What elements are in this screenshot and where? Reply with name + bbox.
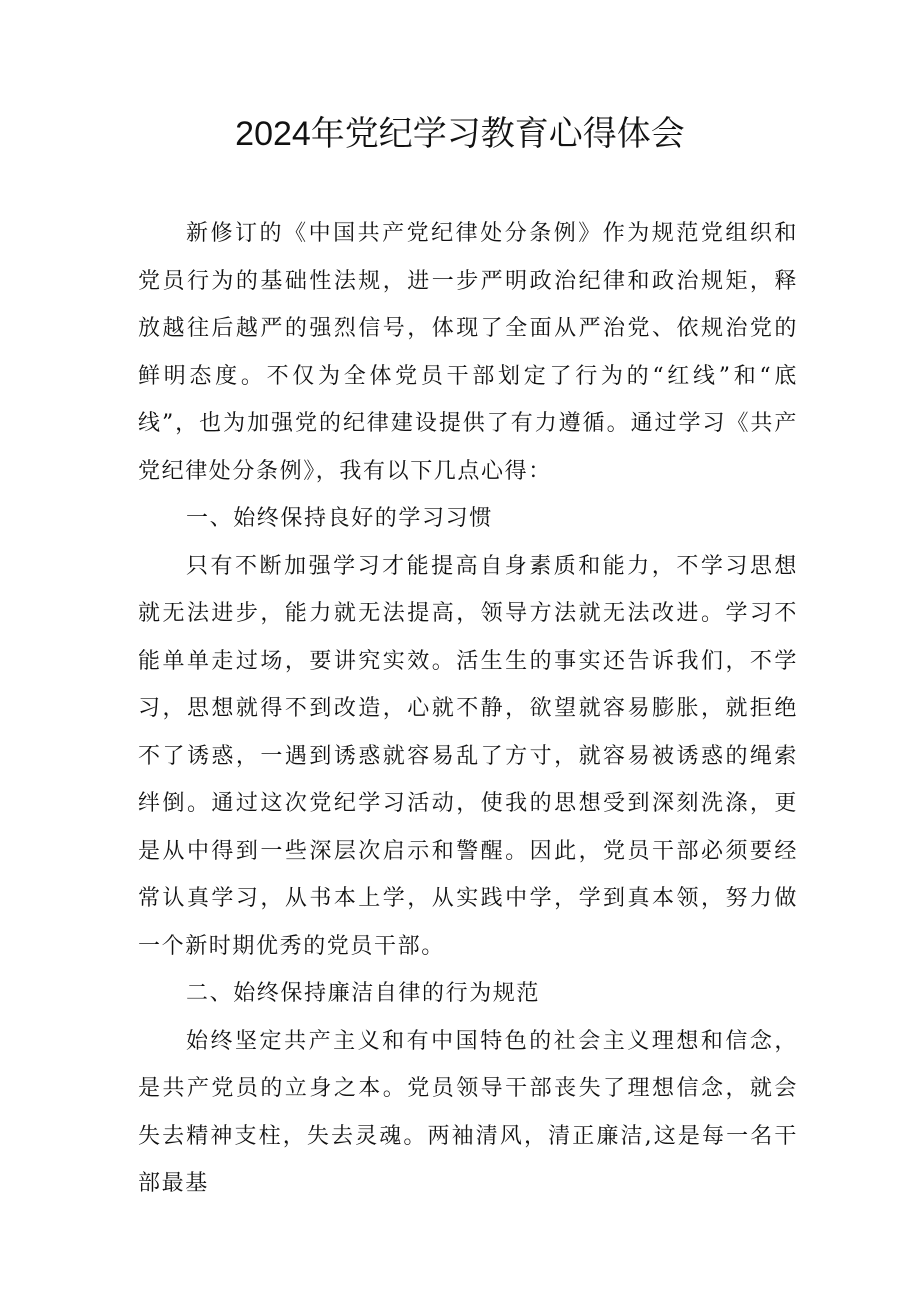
section-1-paragraph: 只有不断加强学习才能提高自身素质和能力，不学习思想就无法进步，能力就无法提高，领导方法就无法改进。学习不能单单走过场，要讲究实效。活生生的事实还告诉我们，不学习，思想就得不到改造，心就不静，欲望就容易膨胀，就拒绝不了诱惑，一遇到诱惑就容易乱了方寸，就容易被诱惑的绳索绊倒。通过这次党纪学习活动，使我的思想受到深刻洗涤，更是从中得到一些深层次启示和警醒。因此，党员干部必须要经常认真学习，从书本上学，从实践中学，学到真本领，努力做一个新时期优秀的党员干部。 <box>138 553 798 959</box>
section-heading-1: 一、始终保持良好的学习习惯 <box>186 506 493 531</box>
document-title: 2024年党纪学习教育心得体会 <box>235 115 685 153</box>
section-2-paragraph: 始终坚定共产主义和有中国特色的社会主义理想和信念，是共产党员的立身之本。党员领导干部丧失了理想信念，就会失去精神支柱，失去灵魂。两袖清风，清正廉洁,这是每一名干部最基 <box>138 1028 798 1196</box>
section-heading-2: 二、始终保持廉洁自律的行为规范 <box>186 981 541 1006</box>
document-body <box>138 210 798 1208</box>
intro-paragraph: 新修订的《中国共产党纪律处分条例》作为规范党组织和党员行为的基础性法规，进一步严明政治纪律和政治规矩，释放越往后越严的强烈信号，体现了全面从严治党、依规治党的鲜明态度。不仅为全体党员干部划定了行为的“红线”和“底线”，也为加强党的纪律建设提供了有力遵循。通过学习《共产党纪律处分条例》，我有以下几点心得： <box>138 221 798 484</box>
